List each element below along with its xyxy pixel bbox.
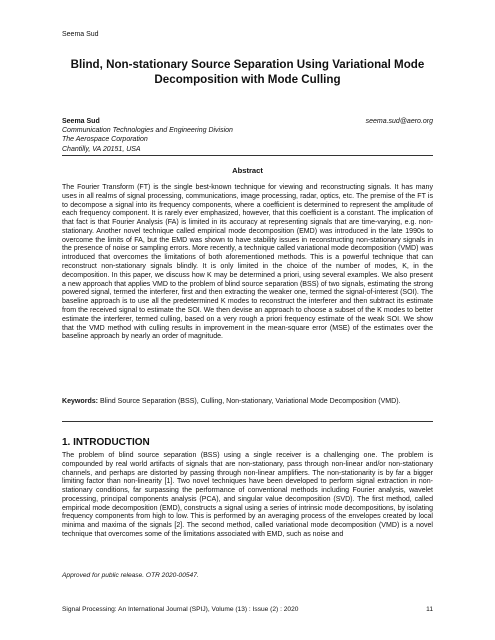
author-name: Seema Sud: [62, 118, 100, 125]
approval-note: Approved for public release. OTR 2020-00547.: [62, 572, 199, 579]
footer-journal: Signal Processing: An International Journal (SPIJ), Volume (13) : Issue (2) : 2020: [62, 606, 299, 613]
running-head: Seema Sud: [62, 31, 99, 38]
keywords-text: Blind Source Separation (BSS), Culling, Non-stationary, Variational Mode Decomposition (VMD).: [100, 398, 401, 405]
introduction-text: The problem of blind source separation (BSS) using a single receiver is a challenging one. The problem is compounded by real world artifacts of signals that are non-stationary, pass through non-linear and/or non-stationary channels, and perhaps are distorted by passing through non-linear amplifiers. The non-stationarity is by far a bigger limiting factor than non-linearity [1]. Two novel techniques have been developed to perform signal extraction in non-stationary conditions, far surpassing the performance of conventional methods including Fourier analysis, wavelet processing, principal components analysis (PCA), and singular value decomposition (SVD). The first method, called empirical mode decomposition (EMD), constructs a signal using a series of intrinsic mode decompositions, by isolating frequency components from high to low. This is performed by an averaging process of the envelopes created by local minima and maxima of the signals [2]. The second method, called variational mode decomposition (VMD) is a novel technique that overcomes some of the limitations associated with EMD, such as noise and: [62, 452, 433, 539]
affiliation-address: Chantilly, VA 20151, USA: [62, 145, 141, 153]
paper-title: Blind, Non-stationary Source Separation Using Variational Mode Decomposition with Mode Culling: [70, 58, 425, 86]
keywords-label: Keywords:: [62, 398, 99, 405]
author-block: [62, 117, 433, 154]
affiliation-division: Communication Technologies and Engineering Division: [62, 127, 233, 135]
divider-bottom: [62, 421, 433, 422]
footer-page-number: 11: [426, 606, 433, 613]
divider-top: [62, 155, 433, 156]
author-email: seema.sud@aero.org: [365, 118, 433, 125]
abstract-text: The Fourier Transform (FT) is the single best-known technique for viewing and reconstructing signals. It has many uses in all realms of signal processing, communications, image processing, radar, optics, etc. The premise of the FT is to decompose a signal into its frequency components, where a coefficient is determined to represent the amplitude of each frequency component. It is rarely ever emphasized, however, that this coefficient is a constant. The implication of that fact is that Fourier Analysis (FA) is limited in its accuracy at representing signals that are time-varying, e.g. non-stationary. Another novel technique called empirical mode decomposition (EMD) was introduced in the late 1990s to overcome the limits of FA, but the EMD was shown to have stability issues in reconstructing non-stationary signals in the presence of noise or sampling errors. More recently, a technique called variational mode decomposition (VMD) was introduced that overcomes the limitations of both aforementioned methods. This is a powerful technique that can reconstruct non-stationary signals blindly. It is only limited in the choice of the number of modes, K, in the decomposition. In this paper, we discuss how K may be determined a priori, using several examples. We also present a new approach that applies VMD to the problem of blind source separation (BSS) of two signals, estimating the strong powered signal, termed the interferer, first and then extracting the weaker one, termed the signal-of-interest (SOI). The baseline approach is to use all the predetermined K modes to reconstruct the interferer and then subtract its estimate from the received signal to estimate the SOI. We then devise an approach to choose a subset of the K modes to better estimate the interferer, termed culling, based on a very rough a priori frequency estimate of the weak SOI. We show that the VMD method with culling results in improvement in the mean-square error (MSE) of the estimates over the baseline approach by nearly an order of magnitude.: [62, 184, 433, 341]
abstract-heading: Abstract: [232, 166, 263, 175]
page-footer: [62, 606, 433, 613]
section-heading-introduction: 1. INTRODUCTION: [62, 437, 150, 448]
keywords: [62, 398, 433, 407]
affiliation-organization: The Aerospace Corporation: [62, 136, 148, 144]
